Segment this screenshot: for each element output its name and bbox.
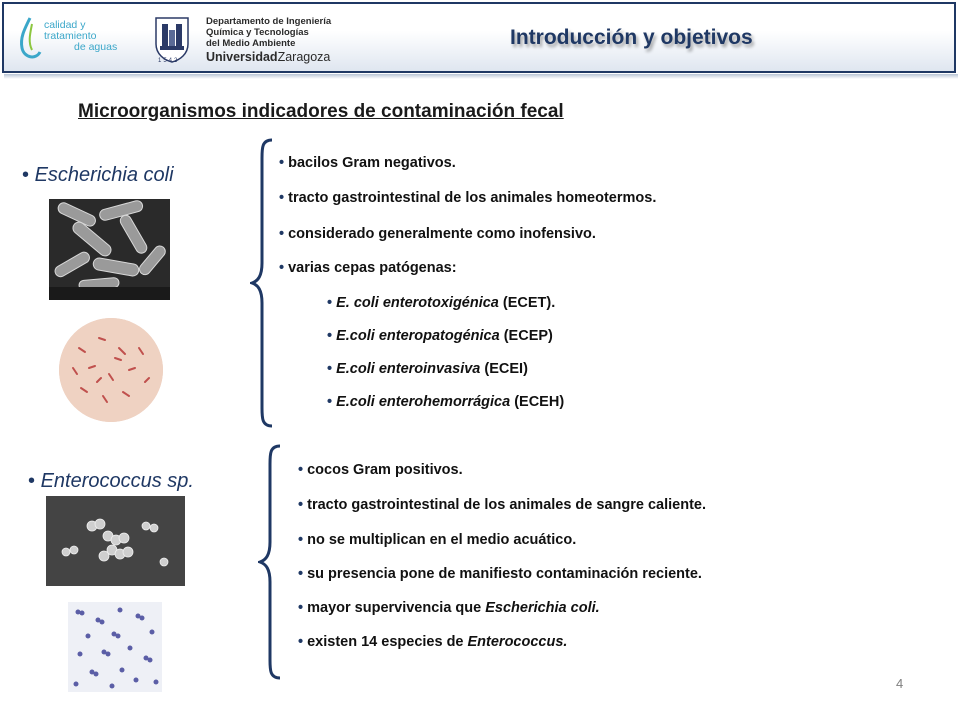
organism-enterococcus-label — [28, 470, 194, 493]
university-name-bold: Universidad — [206, 50, 278, 64]
strain-abbrev: (ECEI) — [480, 361, 528, 377]
list-item — [279, 155, 456, 171]
page-number: 4 — [896, 676, 904, 691]
list-item-text: existen 14 especies de — [307, 634, 468, 650]
university-name-regular: Zaragoza — [277, 50, 331, 64]
dept-name-line2: Química y Tecnologías — [206, 27, 309, 38]
strain-abbrev: (ECEH) — [510, 394, 565, 410]
unizar-logo — [150, 14, 350, 70]
list-item — [279, 190, 656, 206]
list-item — [327, 328, 553, 344]
left-brace-ecoli — [250, 138, 274, 428]
page-title: Introducción y objetivos — [510, 26, 753, 49]
list-item — [298, 566, 702, 582]
list-item-text: bacilos Gram negativos. — [288, 155, 456, 171]
list-item-text: mayor supervivencia que — [307, 600, 486, 616]
organism-ecoli-name: Escherichia coli — [34, 164, 174, 186]
list-item-text: tracto gastrointestinal de los animales homeotermos. — [288, 190, 657, 206]
seal-year: 1542 — [158, 58, 180, 64]
list-item — [279, 260, 457, 276]
bullet-dot: • — [28, 470, 36, 492]
list-item — [327, 361, 528, 377]
left-brace-enterococcus — [258, 444, 282, 680]
list-item-text: cocos Gram positivos. — [307, 462, 463, 478]
water-drop-icon — [18, 14, 44, 64]
list-item-text: tracto gastrointestinal de los animales de sangre caliente. — [307, 497, 706, 513]
list-item-text: considerado generalmente como inofensivo. — [288, 226, 596, 242]
logo-text-line2: de aguas — [74, 41, 118, 53]
strain-name: E.coli enterohemorrágica — [336, 394, 511, 410]
list-item — [279, 226, 596, 242]
logo-text-line1: calidad y tratamiento — [44, 19, 97, 42]
ecoli-gram-stain-image — [59, 318, 163, 422]
ecoli-sem-image — [49, 199, 170, 300]
dept-name-line3: del Medio Ambiente — [206, 38, 296, 49]
list-item-text: varias cepas patógenas: — [288, 260, 457, 276]
list-item — [298, 462, 463, 478]
organism-ecoli-label — [22, 164, 174, 187]
list-item — [298, 634, 567, 650]
header-shadow — [4, 74, 958, 79]
list-item — [327, 295, 555, 311]
slide-heading: Microorganismos indicadores de contaminación fecal — [78, 101, 564, 122]
strain-name: E. coli enterotoxigénica — [336, 295, 499, 311]
strain-name: E.coli enteropatogénica — [336, 328, 500, 344]
list-item — [298, 497, 706, 513]
list-item-text: no se multiplican en el medio acuático. — [307, 532, 577, 548]
list-item — [298, 532, 576, 548]
university-name — [206, 52, 330, 63]
list-item-italic: Escherichia coli. — [485, 600, 600, 616]
list-item — [298, 600, 600, 616]
organism-enterococcus-name: Enterococcus sp. — [40, 470, 194, 492]
strain-abbrev: (ECEP) — [499, 328, 553, 344]
list-item — [327, 394, 564, 410]
strain-abbrev: (ECET). — [498, 295, 556, 311]
bullet-dot: • — [22, 164, 30, 186]
slide-header — [2, 2, 956, 73]
dept-name-line1: Departamento de Ingeniería — [206, 16, 332, 27]
list-item-text: su presencia pone de manifiesto contaminación reciente. — [307, 566, 702, 582]
calidad-aguas-logo — [18, 14, 136, 66]
enterococcus-gram-stain-image — [68, 602, 162, 692]
strain-name: E.coli enteroinvasiva — [336, 361, 481, 377]
list-item-italic: Enterococcus. — [467, 634, 568, 650]
enterococcus-sem-image — [46, 496, 185, 586]
